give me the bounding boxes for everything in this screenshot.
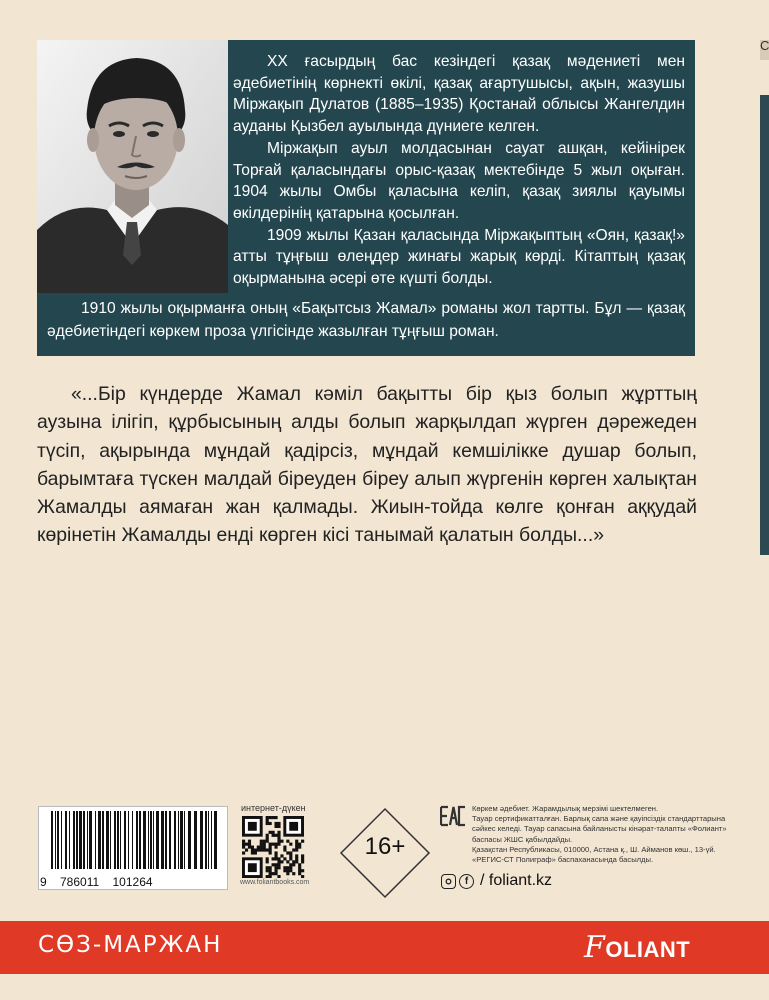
qr-label: интернет-дүкен bbox=[241, 803, 306, 813]
bio-paragraph-1: XX ғасырдың бас кезіндегі қазақ мәдениеті мен әдебиетінің көрнекті өкілі, қазақ ағартушысы, ақын, жазушы Міржақып Дулатов (1885–1935) Қостанай облысы Жангелдин ауданы Қызбел ауылында дүниеге келген. bbox=[233, 53, 685, 136]
novel-excerpt-quote: «...Бір күндерде Жамал кәміл бақытты бір қыз болып жұрттың аузына ілігіп, құрбысының алды болып жарқылдап жүрген дәрежеден түсіп, ақырында мұндай қадірсіз, мұндай кемшілікке душар болып, барымтаға түскен малдай біреуден біреу алып жүргенін көрген халықтан Жамалды аямаған жан қалмады. Жиын-тойда көлге қонған аққудай көрінетін Жамалды енді көрген кісі танымай қалатын болды...» bbox=[37, 383, 697, 547]
eac-mark-icon bbox=[440, 805, 466, 827]
publisher-logo bbox=[584, 930, 690, 965]
legal-info bbox=[472, 804, 734, 865]
social-links bbox=[441, 871, 552, 891]
bio-text-bottom bbox=[47, 297, 685, 343]
facebook-icon[interactable]: f bbox=[459, 874, 474, 889]
bio-paragraph-2: Міржақып ауыл молдасынан сауат ашқан, кейінірек Торғай қаласындағы орыс-қазақ мектебінде 5 жыл оқыған. 1904 жылы Омбы қаласына келіп, қазақ зиялы қауымы өкілдерінің қатарына қосылған. bbox=[233, 139, 685, 222]
adjacent-cover-edge bbox=[760, 95, 769, 555]
adjacent-cover-letter: С bbox=[760, 38, 769, 53]
author-portrait bbox=[37, 40, 228, 293]
bio-paragraph-4: 1910 жылы оқырманға оның «Бақытсыз Жамал» романы жол тартты. Бұл — қазақ әдебиетіндегі көркем проза үлгісінде жазылған тұңғыш роман. bbox=[47, 300, 685, 340]
bio-text-top bbox=[233, 51, 685, 290]
legal-line: Қазақстан Республикасы, 010000, Астана қ., Ш. Айманов көш., 13-үй. bbox=[472, 844, 716, 854]
series-title: СӨЗ-МАРЖАН bbox=[38, 932, 223, 958]
legal-line: «РЕГИС-СТ Полиграф» баспаханасында басылды. bbox=[472, 855, 654, 865]
publisher-logo-text: OLIANT bbox=[605, 937, 691, 962]
age-rating-text: 16+ bbox=[364, 833, 406, 860]
barcode-bars bbox=[39, 807, 227, 873]
website-handle[interactable]: / foliant.kz bbox=[480, 872, 553, 889]
publisher-logo-initial: F bbox=[584, 930, 606, 965]
legal-line: Көркем әдебиет. Жарамдылық мерзімі шектелмеген. bbox=[472, 804, 659, 813]
instagram-icon[interactable] bbox=[441, 874, 456, 889]
bio-paragraph-3: 1909 жылы Қазан қаласында Міржақыптың «Оян, қазақ!» атты тұңғыш өлеңдер жинағы жарық көрді. Кітаптың қазақ оқырманына әсері өте күшті болды. bbox=[233, 226, 685, 288]
legal-line: Тауар сертификатталған. Барлық сапа және қауіпсіздік стандарттарына сәйкес келеді. Тауар сапасына байланысты кінәрат-талапты «Фолиант» баспасы ЖШС қабылдайды. bbox=[472, 814, 727, 844]
qr-url: www.foliantbooks.com bbox=[240, 879, 310, 886]
isbn-digits: 9 786011 101264 bbox=[40, 875, 153, 889]
qr-code[interactable] bbox=[240, 816, 306, 878]
